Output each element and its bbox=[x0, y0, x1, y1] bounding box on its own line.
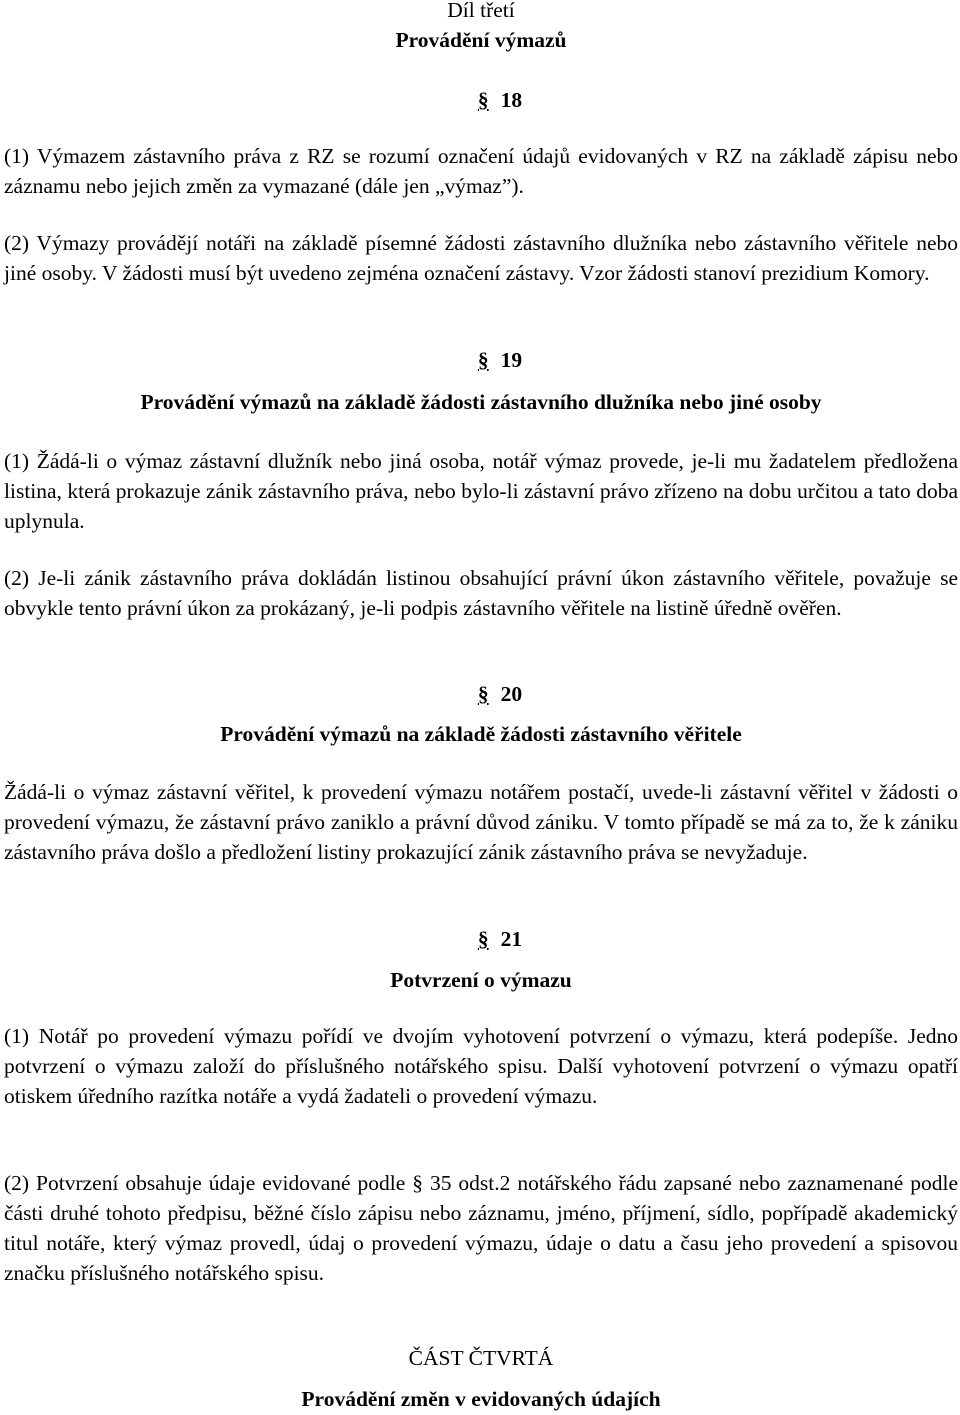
part-title: Provádění změn v evidovaných údajích bbox=[301, 1387, 661, 1411]
section-symbol: § bbox=[477, 682, 489, 706]
section-symbol: § bbox=[477, 348, 489, 372]
section-20-title: Provádění výmazů na základě žádosti zástavního věřitele bbox=[220, 722, 742, 746]
section-18-paragraph-1: (1) Výmazem zástavního práva z RZ se rozumí označení údajů evidovaných v RZ na základě zápisu nebo záznamu nebo jejich změn za vymazané (dále jen „výmaz”). bbox=[4, 144, 958, 198]
section-21-heading bbox=[20, 925, 960, 955]
section-19-paragraph-2: (2) Je-li zánik zástavního práva dokládán listinou obsahující právní úkon zástavního věřitele, považuje se obvykle tento právní úkon za prokázaný, je-li podpis zástavního věřitele na listině úředně ověřen. bbox=[4, 566, 958, 620]
section-18-heading bbox=[20, 86, 960, 116]
section-number: 19 bbox=[500, 348, 523, 372]
section-number: 21 bbox=[500, 927, 523, 951]
section-20-paragraph-1: Žádá-li o výmaz zástavní věřitel, k provedení výmazu notářem postačí, uvede-li zástavní věřitel v žádosti o provedení výmazu, že zástavní právo zaniklo a právní důvod zániku. V tomto případě se má za to, že k zániku zástavního práva došlo a předložení listiny prokazující zánik zástavního práva se nevyžaduje. bbox=[4, 780, 958, 864]
section-19-paragraph-1: (1) Žádá-li o výmaz zástavní dlužník nebo jiná osoba, notář výmaz provede, je-li mu žadatelem předložena listina, která prokazuje zánik zástavního práva, nebo bylo-li zástavní právo zřízeno na dobu určitou a tato doba uplynula. bbox=[4, 449, 958, 533]
section-number: 18 bbox=[500, 88, 523, 112]
section-21-paragraph-2: (2) Potvrzení obsahuje údaje evidované podle § 35 odst.2 notářského řádu zapsané nebo zaznamenané podle části druhé tohoto předpisu, běžné číslo zápisu nebo záznamu, jméno, příjmení, sídlo, popřípadě akademický titul notáře, který výmaz provedl, údaj o provedení výmazu, údaje o datu a času jeho provedení a spisovou značku příslušného notářského spisu. bbox=[4, 1171, 958, 1285]
section-number: 20 bbox=[500, 682, 523, 706]
section-20-heading bbox=[20, 680, 960, 710]
section-21-title: Potvrzení o výmazu bbox=[390, 968, 572, 992]
part-title: Provádění výmazů bbox=[395, 28, 567, 52]
section-18-paragraph-2: (2) Výmazy provádějí notáři na základě písemné žádosti zástavního dlužníka nebo zástavního věřitele nebo jiné osoby. V žádosti musí být uvedeno zejména označení zástavy. Vzor žádosti stanoví prezidium Komory. bbox=[4, 231, 958, 285]
section-19-heading bbox=[20, 346, 960, 376]
section-symbol: § bbox=[477, 927, 489, 951]
section-21-paragraph-1: (1) Notář po provedení výmazu pořídí ve dvojím vyhotovení potvrzení o výmazu, která podepíše. Jedno potvrzení o výmazu založí do příslušného notářského spisu. Další vyhotovení potvrzení o výmazu opatří otiskem úředního razítka notáře a vydá žadateli o provedení výmazu. bbox=[4, 1024, 958, 1108]
section-19-title: Provádění výmazů na základě žádosti zástavního dlužníka nebo jiné osoby bbox=[140, 390, 822, 414]
part-heading: Díl třetí bbox=[447, 0, 515, 22]
section-symbol: § bbox=[477, 88, 489, 112]
part-heading: ČÁST ČTVRTÁ bbox=[408, 1346, 554, 1370]
